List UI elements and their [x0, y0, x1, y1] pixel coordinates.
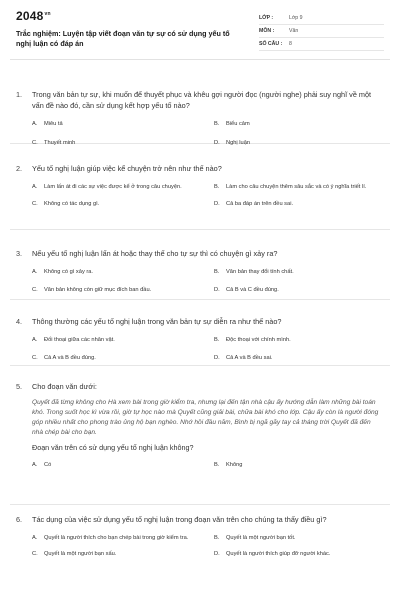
- option-b[interactable]: [214, 534, 386, 543]
- option-letter: D.: [214, 287, 220, 293]
- option-letter: C.: [32, 551, 38, 557]
- meta-key: LỚP :: [259, 15, 274, 21]
- option-text: Đối thoại giữa các nhân vật.: [44, 336, 115, 343]
- option-letter: B.: [214, 534, 220, 541]
- question-number: 6.: [16, 515, 23, 524]
- meta-key: SỐ CÂU :: [259, 41, 283, 47]
- option-a[interactable]: [32, 534, 204, 543]
- question-3: [10, 230, 390, 300]
- option-c[interactable]: [32, 286, 204, 295]
- meta-value: Văn: [289, 28, 299, 34]
- option-d[interactable]: [214, 286, 386, 295]
- option-letter: D.: [214, 201, 220, 207]
- option-text: Làm lấn át đi các sự việc được kể ở trong câu chuyện.: [44, 183, 182, 190]
- reading-passage: Quyết đã từng không cho Hà xem bài trong giờ kiểm tra, nhưng lại đến tận nhà cậu ấy hướng dẫn làm những bài toán khó. Trong suốt học kì vừa rồi, giờ tự học nào mà Quyết cũng giải bài, chữa bài khó cho lớp. Cậu ấy còn là người đóng góp nhiều nhất cho phong trào ủng hộ bạn nghèo. Nhớ hồi đầu năm, Bình bị ngã gãy tay cả tháng trời Quyết đã đến nhà chép bài cho bạn.: [32, 398, 379, 436]
- logo-text: 2048: [16, 9, 44, 23]
- question-number: 5.: [16, 382, 23, 391]
- meta-value: 8: [289, 41, 292, 47]
- logo-suffix: vn: [44, 11, 51, 17]
- option-letter: D.: [214, 551, 220, 557]
- option-letter: B.: [214, 183, 220, 190]
- question-2: [10, 144, 390, 230]
- question-number: 2.: [16, 164, 23, 173]
- question-text: Cho đoạn văn dưới:: [32, 382, 97, 391]
- option-letter: B.: [214, 336, 220, 343]
- question-number: 1.: [16, 90, 23, 99]
- option-text: Nghị luận: [226, 139, 251, 146]
- meta-row-subject: [259, 25, 384, 38]
- meta-value: Lớp 9: [289, 15, 303, 21]
- option-d[interactable]: [214, 200, 386, 209]
- option-a[interactable]: [32, 268, 204, 277]
- option-a[interactable]: [32, 461, 204, 470]
- option-b[interactable]: [214, 461, 386, 470]
- question-subtext: Đoạn văn trên có sử dụng yếu tố nghị luận không?: [32, 442, 194, 452]
- meta-row-class: [259, 12, 384, 25]
- option-letter: C.: [32, 201, 38, 207]
- options-grid: [32, 461, 384, 470]
- meta-key: MÔN :: [259, 28, 275, 34]
- option-letter: C.: [32, 139, 38, 146]
- option-letter: A.: [32, 534, 38, 541]
- header-left: [10, 8, 230, 59]
- meta-table: [259, 12, 384, 59]
- option-c[interactable]: [32, 354, 204, 363]
- options-grid: [32, 120, 384, 147]
- option-text: Không có gì xảy ra.: [44, 268, 94, 275]
- option-letter: A.: [32, 121, 38, 127]
- option-text: Không có tác dụng gì.: [44, 201, 100, 207]
- option-c[interactable]: [32, 200, 204, 209]
- option-text: Độc thoại với chính mình.: [226, 336, 291, 343]
- meta-row-count: [259, 38, 384, 51]
- option-a[interactable]: [32, 120, 204, 129]
- option-letter: B.: [214, 461, 220, 468]
- options-grid: [32, 336, 384, 363]
- page-title: Trắc nghiệm: Luyện tập viết đoạn văn tự sự có sử dụng yếu tố nghị luận có đáp án: [16, 29, 230, 48]
- question-1: [10, 60, 390, 144]
- option-text: Thuyết minh: [44, 139, 76, 146]
- option-text: Văn bản không còn giữ mục đích ban đầu.: [44, 287, 152, 293]
- question-4: [10, 300, 390, 366]
- option-text: Cả B và C đều đúng.: [226, 287, 279, 293]
- question-text: Tác dụng của việc sử dụng yếu tố nghị luận trong đoạn văn trên cho chúng ta thấy điều gì?: [32, 515, 327, 524]
- options-grid: [32, 183, 384, 209]
- option-c[interactable]: [32, 550, 204, 559]
- option-letter: D.: [214, 139, 220, 146]
- question-number: 4.: [16, 317, 23, 326]
- option-text: Cả A và B đều sai.: [226, 355, 273, 361]
- option-letter: A.: [32, 336, 38, 343]
- option-letter: B.: [214, 268, 220, 275]
- option-letter: A.: [32, 183, 38, 190]
- option-a[interactable]: [32, 336, 204, 345]
- option-text: Làm cho câu chuyện thêm sâu sắc và có ý nghĩa triết lí.: [226, 183, 367, 190]
- option-text: Cả ba đáp án trên đều sai.: [226, 201, 294, 207]
- option-text: Quyết là người thích giúp đỡ người khác.: [226, 551, 331, 557]
- options-grid: [32, 268, 384, 295]
- option-text: Quyết là một người bạn tốt.: [226, 534, 296, 541]
- option-text: Quyết là một người bạn xấu.: [44, 551, 117, 557]
- option-d[interactable]: [214, 354, 386, 363]
- site-logo[interactable]: [16, 9, 230, 23]
- option-text: Không: [226, 461, 243, 468]
- options-grid: [32, 534, 384, 559]
- option-letter: A.: [32, 268, 38, 275]
- option-text: Có: [44, 461, 52, 468]
- worksheet: [10, 8, 390, 600]
- option-b[interactable]: [214, 183, 386, 192]
- worksheet-header: [10, 8, 390, 60]
- option-text: Cả A và B đều đúng.: [44, 355, 96, 361]
- question-text: Yếu tố nghị luận giúp việc kể chuyện trở nên như thế nào?: [32, 164, 222, 173]
- question-6: [10, 505, 390, 600]
- option-text: Văn bản thay đổi tính chất.: [226, 268, 294, 275]
- option-text: Miêu tả: [44, 121, 63, 127]
- question-5: [10, 366, 390, 505]
- option-letter: C.: [32, 287, 38, 293]
- question-number: 3.: [16, 249, 23, 258]
- option-b[interactable]: [214, 336, 386, 345]
- option-letter: D.: [214, 355, 220, 361]
- option-letter: C.: [32, 355, 38, 361]
- option-letter: B.: [214, 121, 220, 127]
- option-b[interactable]: [214, 268, 386, 277]
- question-text: Thông thường các yếu tố nghị luận trong văn bản tự sự diễn ra như thế nào?: [32, 317, 282, 326]
- option-b[interactable]: [214, 120, 386, 129]
- question-text: Trong văn bản tự sự, khi muốn để thuyết phục và khêu gợi người đọc (người nghe) phải suy nghĩ về một vấn đề nào đó, cần sử dụng kết hợp yếu tố nào?: [32, 90, 372, 110]
- option-d[interactable]: [214, 550, 386, 559]
- option-a[interactable]: [32, 183, 204, 192]
- question-text: Nếu yếu tố nghị luận lấn át hoặc thay thế cho tự sự thì có chuyện gì xảy ra?: [32, 249, 278, 258]
- option-text: Biểu cảm: [226, 121, 250, 127]
- option-text: Quyết là người thích cho bạn chép bài trong giờ kiểm tra.: [44, 534, 189, 541]
- option-letter: A.: [32, 461, 38, 468]
